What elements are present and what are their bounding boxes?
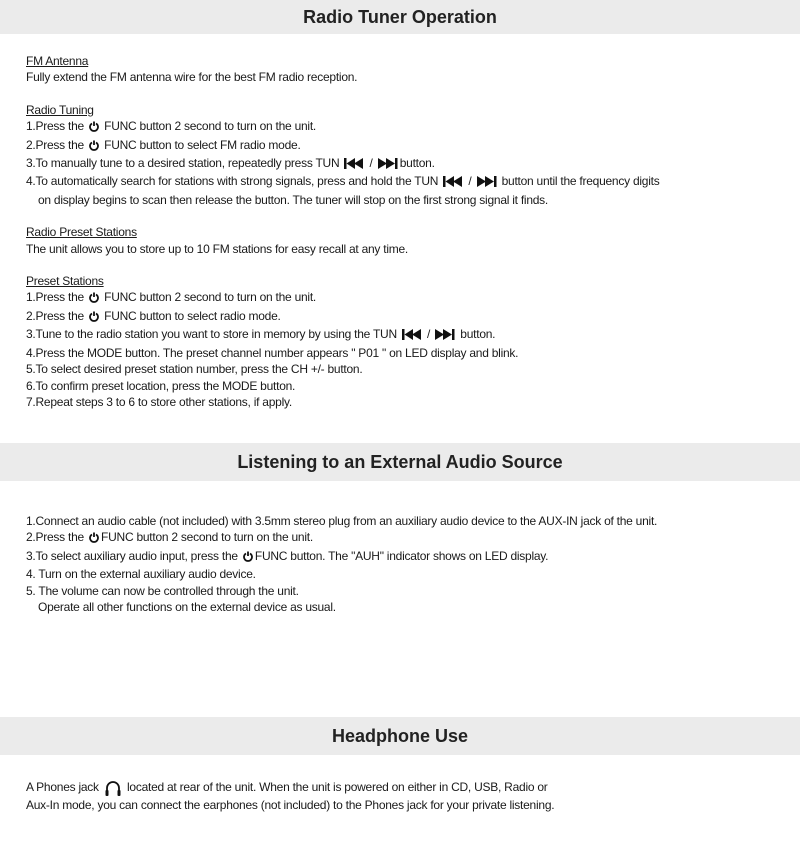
text-line [26,394,796,410]
text: FUNC button to select radio mode. [101,308,281,323]
skip-forward-icon [378,157,398,173]
subheading [26,273,796,289]
text: FUNC button. The "AUH" indicator shows on LED display. [254,548,549,563]
text: / [423,327,434,342]
text-line [26,566,796,582]
text: 2.Press the [26,308,88,323]
text: 2.Press the [26,530,88,545]
text: button. [399,156,435,171]
paragraph [26,779,796,814]
subheading [26,224,796,240]
text-line [26,118,796,136]
paragraph [26,273,796,410]
text: Fully extend the FM antenna wire for the best FM radio reception. [26,70,358,85]
text: Operate all other functions on the external device as usual. [38,600,336,615]
power-icon [243,550,253,566]
text-line [26,345,796,361]
section-title: Headphone Use [331,725,469,746]
section-title: Listening to an External Audio Source [237,451,563,472]
text: The unit allows you to store up to 10 FM stations for easy recall at any time. [26,241,409,256]
section-header-headphone [0,717,800,755]
text: FUNC button 2 second to turn on the unit. [101,119,316,134]
text-line [26,241,796,257]
paragraph [26,53,796,86]
power-icon [89,291,99,307]
text: / [366,156,376,171]
text: / [465,174,475,189]
skip-back-icon [443,175,463,191]
text: Preset Stations [26,274,104,289]
text: 5. The volume can now be controlled through the unit. [26,583,299,598]
text-line [26,797,796,813]
text-line [26,69,796,85]
text: on display begins to scan then release the button. The tuner will stop on the first strong signal it finds. [38,192,549,207]
text: 3.To select auxiliary audio input, press the [26,548,241,563]
subheading [26,102,796,118]
text: FUNC button 2 second to turn on the unit. [101,530,313,545]
text: located at rear of the unit. When the unit is powered on either in CD, USB, Radio or [123,780,548,794]
power-icon [89,531,99,547]
text: FUNC button to select FM radio mode. [101,137,301,152]
text-line [26,173,796,191]
headphone-content [26,779,796,814]
skip-back-icon [344,157,364,173]
text: button. [457,327,496,342]
power-icon [89,310,99,326]
text: 1.Press the [26,119,88,134]
text-line [26,378,796,394]
text: Radio Tuning [26,102,94,117]
paragraph [26,513,796,615]
radio-tuner-content [26,53,796,410]
section-header-external-audio [0,443,800,481]
text: FM Antenna [26,54,89,68]
text: 5.To select desired preset station number, press the CH +/- button. [26,362,363,377]
text: 1.Press the [26,290,88,305]
text-line [26,289,796,307]
text: 4. Turn on the external auxiliary audio device. [26,567,256,582]
text-line [26,583,796,599]
text-line [26,192,796,208]
text-line [26,361,796,377]
power-icon [89,120,99,136]
text: 2.Press the [26,137,88,152]
text: 3.Tune to the radio station you want to store in memory by using the TUN [26,327,400,342]
text: Aux-In mode, you can connect the earphones (not included) to the Phones jack for your private listening. [26,798,555,813]
paragraph [26,224,796,257]
external-audio-content [26,513,796,615]
paragraph [26,102,796,208]
text: 4.To automatically search for stations with strong signals, press and hold the TUN [26,174,442,189]
text: 6.To confirm preset location, press the MODE button. [26,378,296,393]
skip-back-icon [402,328,422,344]
text: button until the frequency digits [498,174,660,189]
text-line [26,513,796,529]
headphone-icon [104,779,122,797]
text-line [26,529,796,547]
text: 3.To manually tune to a desired station, repeatedly press TUN [26,156,343,171]
text-line [26,548,796,566]
power-icon [89,139,99,155]
text: Radio Preset Stations [26,225,137,240]
text: 1.Connect an audio cable (not included) with 3.5mm stereo plug from an auxiliary audio device to the AUX-IN jack of the unit. [26,514,658,528]
text: FUNC button 2 second to turn on the unit. [101,290,316,305]
text: 7.Repeat steps 3 to 6 to store other stations, if apply. [26,394,292,409]
skip-forward-icon [435,328,455,344]
text: 4.Press the MODE button. The preset channel number appears " P01 " on LED display and blink. [26,345,519,360]
section-title: Radio Tuner Operation [303,6,497,27]
text-line [26,155,796,173]
text-line [26,137,796,155]
subheading [26,53,796,69]
section-header-radio-tuner [0,0,800,34]
text-line [26,326,796,344]
text-line [26,308,796,326]
text: A Phones jack [26,780,102,794]
skip-forward-icon [477,175,497,191]
text-line [26,599,796,615]
text-line [26,779,796,797]
